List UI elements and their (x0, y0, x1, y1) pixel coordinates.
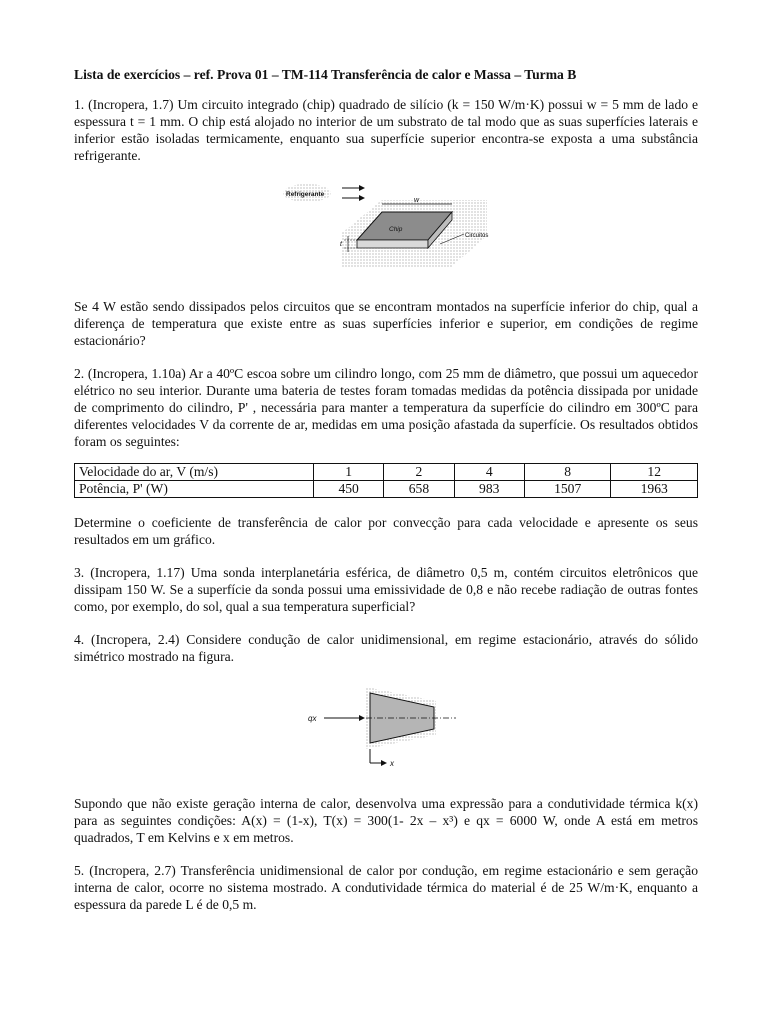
table-cell: 1 (314, 464, 384, 481)
circuits-label: Circuitos (465, 233, 489, 239)
table-cell: 1507 (524, 481, 611, 498)
table-cell: 983 (454, 481, 524, 498)
question-4-task: Supondo que não existe geração interna de calor, desenvolva uma expressão para a condutividade térmica k(x) para as seguintes condições: A(x) = (1-x), T(x) = 300(1- 2x – x³) e qx = 6000 W, onde A está em metros quadrados, T em Kelvins e x em metros. (74, 796, 698, 845)
cone-diagram (306, 685, 466, 769)
question-5-statement: 5. (Incropera, 2.7) Transferência unidimensional de calor por condução, em regime estacionário e sem geração interna de calor, ocorre no sistema mostrado. A condutividade térmica do material é de 25 W/m·K, enquanto a espessura da parede L é de 0,5 m. (74, 863, 698, 912)
x-label: x (390, 759, 394, 768)
document-page (74, 66, 698, 913)
question-1-question: Se 4 W estão sendo dissipados pelos circuitos que se encontram montados na superfície inferior do chip, qual a diferença de temperatura que existe entre as suas superfícies inferior e superior, em condições de regime estacionário? (74, 299, 698, 348)
table-cell: 658 (384, 481, 454, 498)
table-cell: 12 (611, 464, 698, 481)
row-label-power: Potência, P' (W) (75, 481, 314, 498)
qx-label: qx (308, 714, 317, 723)
question-1-statement: 1. (Incropera, 1.7) Um circuito integrado (chip) quadrado de silício (k = 150 W/m·K) possui w = 5 mm de lado e espessura t = 1 mm. O chip está alojado no interior de um substrato de tal modo que as suas superfícies laterais e inferior estão isoladas termicamente, enquanto sua superfície superior encontra-se exposta a uma substância refrigerante. (74, 97, 698, 163)
chip-label: Chip (389, 226, 403, 233)
table-row (75, 464, 698, 481)
table-row (75, 481, 698, 498)
table-cell: 8 (524, 464, 611, 481)
question-2-statement: 2. (Incropera, 1.10a) Ar a 40ºC escoa sobre um cilindro longo, com 25 mm de diâmetro, que possui um aquecedor elétrico no seu interior. Durante uma bateria de testes foram tomadas medidas da potência dissipada por unidade de comprimento do cilindro, P' , necessária para manter a temperatura da superfície do cilindro em 300ºC para diferentes velocidades V da corrente de ar, medidas em uma posição afastada da superfície. Os resultados obtidos foram os seguintes: (74, 366, 698, 449)
w-label: w (414, 197, 420, 204)
cone-figure (306, 685, 466, 769)
table-cell: 2 (384, 464, 454, 481)
table-cell: 1963 (611, 481, 698, 498)
page-title: Lista de exercícios – ref. Prova 01 – TM-114 Transferência de calor e Massa – Turma B (74, 67, 577, 82)
question-3-statement: 3. (Incropera, 1.17) Uma sonda interplanetária esférica, de diâmetro 0,5 m, contém circuitos eletrônicos que dissipam 150 W. Se a superfície da sonda possui uma emissividade de 0,8 e não recebe radiação de outras fontes como, por exemplo, do sol, qual a sua temperatura superficial? (74, 565, 698, 614)
row-label-velocity: Velocidade do ar, V (m/s) (75, 464, 314, 481)
velocity-power-table (74, 463, 698, 498)
chip-figure (282, 178, 492, 276)
chip-diagram (282, 178, 492, 276)
chip-side (357, 240, 428, 248)
table-cell: 450 (314, 481, 384, 498)
table-cell: 4 (454, 464, 524, 481)
question-4-statement: 4. (Incropera, 2.4) Considere condução de calor unidimensional, em regime estacionário, através do sólido simétrico mostrado na figura. (74, 632, 698, 664)
refrigerant-label: Refrigerante (286, 191, 325, 198)
t-label: t (340, 241, 342, 248)
question-2-task: Determine o coeficiente de transferência de calor por convecção para cada velocidade e apresente os seus resultados em um gráfico. (74, 515, 698, 547)
